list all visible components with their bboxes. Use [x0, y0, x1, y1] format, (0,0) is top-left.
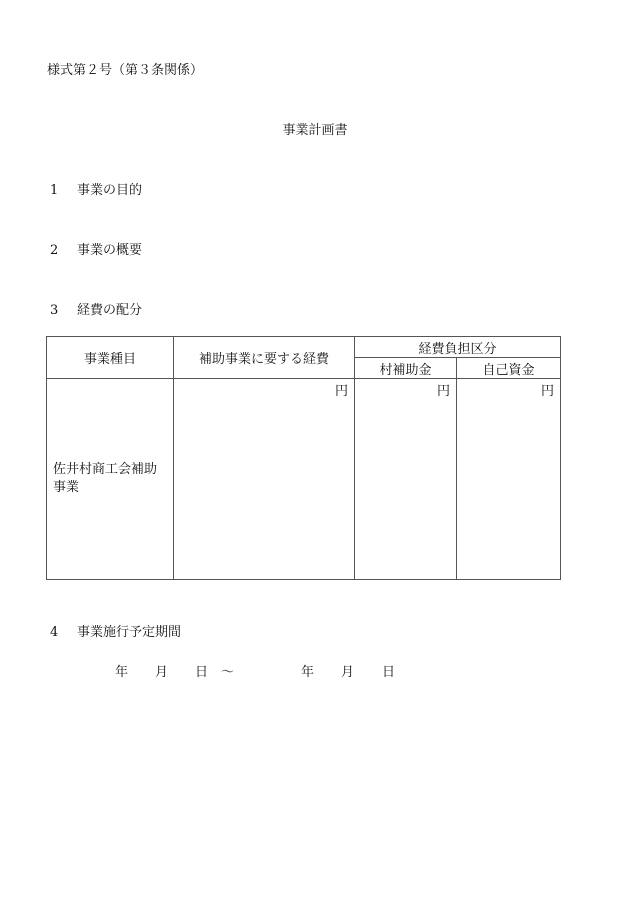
- period-line: [115, 661, 395, 680]
- village-subsidy-cell[interactable]: 円: [355, 379, 457, 580]
- header-burden-group: 経費負担区分: [355, 337, 561, 358]
- section-number: 1: [50, 183, 59, 198]
- section-period: [50, 621, 181, 640]
- header-expense: 補助事業に要する経費: [174, 337, 355, 379]
- table-row: [47, 379, 561, 580]
- section-overview: [50, 239, 142, 258]
- form-label: 様式第２号（第３条関係）: [47, 63, 204, 78]
- section-label: 事業の目的: [77, 183, 143, 198]
- start-month: 月: [155, 665, 169, 680]
- section-label: 事業施行予定期間: [77, 625, 182, 640]
- section-label: 事業の概要: [77, 243, 143, 258]
- end-year: 年: [301, 665, 315, 680]
- expense-table: [46, 336, 561, 580]
- start-day: 日: [195, 665, 209, 680]
- start-year: 年: [115, 665, 129, 680]
- end-day: 日: [382, 665, 396, 680]
- section-number: 4: [50, 625, 59, 640]
- header-own-funds: 自己資金: [457, 358, 561, 379]
- expense-amount-cell[interactable]: 円: [174, 379, 355, 580]
- item-name-cell: [47, 379, 174, 580]
- header-village-subsidy: 村補助金: [355, 358, 457, 379]
- section-label: 経費の配分: [77, 303, 143, 318]
- item-name: 佐井村商工会補助事業: [53, 462, 158, 495]
- section-purpose: [50, 179, 142, 198]
- section-number: 2: [50, 243, 59, 258]
- document-title: 事業計画書: [282, 123, 348, 138]
- own-funds-cell[interactable]: 円: [457, 379, 561, 580]
- section-number: 3: [50, 303, 59, 318]
- header-item: 事業種目: [47, 337, 174, 379]
- tilde: ～: [221, 665, 235, 680]
- section-expense-allocation: [50, 299, 142, 318]
- end-month: 月: [341, 665, 355, 680]
- table-header-row: [47, 337, 561, 358]
